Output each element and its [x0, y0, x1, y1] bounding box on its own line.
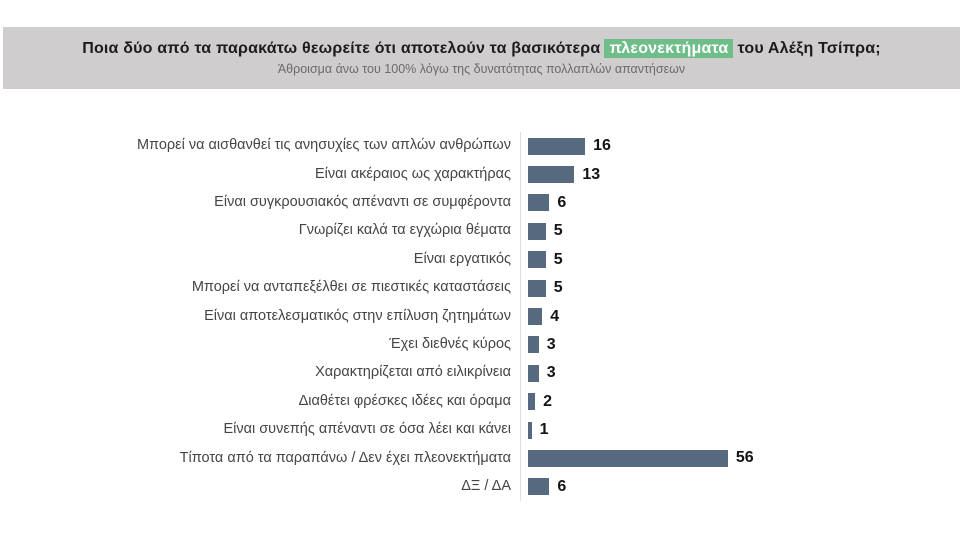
- bar-cell: [520, 246, 960, 274]
- bar: [528, 166, 574, 183]
- chart-row: [0, 359, 960, 387]
- title-suffix: του Αλέξη Τσίπρα;: [737, 40, 881, 58]
- value-label: 13: [582, 165, 601, 183]
- bar: [528, 138, 585, 155]
- chart-row: [0, 473, 960, 501]
- category-label: Είναι εργατικός: [413, 250, 511, 267]
- bar: [528, 223, 546, 240]
- bar-cell: [520, 217, 960, 245]
- bar-cell: [520, 160, 960, 188]
- bar: [528, 194, 549, 211]
- chart-row: [0, 302, 960, 330]
- chart-row: [0, 274, 960, 302]
- bar-cell: [520, 274, 960, 302]
- title-prefix: Ποια δύο από τα παρακάτω θεωρείτε ότι αποτελούν τα βασικότερα: [82, 40, 601, 58]
- value-label: 56: [735, 449, 754, 467]
- category-label: Χαρακτηρίζεται από ειλικρίνεια: [315, 364, 511, 381]
- value-label: 16: [593, 137, 611, 155]
- category-label: Είναι συγκρουσιακός απέναντι σε συμφέροντα: [214, 194, 511, 210]
- bar-cell: [520, 473, 960, 501]
- category-label: Γνωρίζει καλά τα εγχώρια θέματα: [298, 222, 511, 239]
- bar-cell: [520, 132, 960, 160]
- question-subtitle: Άθροισμα άνω του 100% λόγω της δυνατότητας πολλαπλών απαντήσεων: [277, 61, 686, 76]
- bar: [528, 280, 546, 297]
- bar-cell: [520, 331, 960, 359]
- chart-row: [0, 160, 960, 188]
- value-label: 2: [543, 392, 552, 410]
- category-label: Έχει διεθνές κύρος: [389, 335, 511, 352]
- category-label: Είναι αποτελεσματικός στην επίλυση ζητημάτων: [204, 307, 511, 324]
- category-label: Μπορεί να αισθανθεί τις ανησυχίες των απλών ανθρώπων: [136, 137, 511, 154]
- bar: [528, 365, 539, 382]
- category-label: Είναι συνεπής απέναντι σε όσα λέει και κάνει: [223, 421, 511, 438]
- category-label: Είναι ακέραιος ως χαρακτήρας: [314, 165, 511, 182]
- bar-cell: [520, 359, 960, 387]
- bar: [528, 251, 546, 268]
- value-label: 3: [546, 335, 556, 353]
- category-label: Διαθέτει φρέσκες ιδέες και όραμα: [298, 392, 511, 409]
- bar: [528, 308, 542, 325]
- bar: [528, 422, 532, 439]
- value-label: 3: [546, 364, 556, 382]
- category-label: Μπορεί να ανταπεξέλθει σε πιεστικές καταστάσεις: [191, 279, 511, 296]
- chart-row: [0, 416, 960, 444]
- category-label: Τίποτα από τα παραπάνω / Δεν έχει πλεονεκτήματα: [179, 449, 511, 466]
- value-label: 6: [557, 193, 567, 211]
- chart-row: [0, 444, 960, 472]
- value-label: 4: [550, 307, 560, 325]
- value-label: 5: [553, 222, 563, 240]
- bar-cell: [520, 388, 960, 416]
- bar: [528, 450, 728, 467]
- chart-row: [0, 132, 960, 160]
- bar-cell: [520, 444, 960, 472]
- chart-row: [0, 217, 960, 245]
- value-label: 5: [553, 279, 563, 297]
- title-highlight: πλεονεκτήματα: [604, 39, 733, 58]
- value-label: 1: [539, 421, 549, 439]
- bar-chart: [0, 132, 960, 501]
- chart-row: [0, 388, 960, 416]
- value-label: 5: [553, 250, 563, 268]
- question-header: [3, 27, 960, 89]
- chart-row: [0, 331, 960, 359]
- bar: [528, 336, 539, 353]
- chart-row: [0, 189, 960, 217]
- chart-row: [0, 246, 960, 274]
- value-label: 6: [557, 477, 567, 495]
- question-title: [3, 40, 960, 58]
- bar-cell: [520, 416, 960, 444]
- bar: [528, 393, 535, 410]
- category-label: ΔΞ / ΔΑ: [461, 477, 511, 494]
- bar: [528, 478, 549, 495]
- bar-cell: [520, 302, 960, 330]
- bar-cell: [520, 189, 960, 217]
